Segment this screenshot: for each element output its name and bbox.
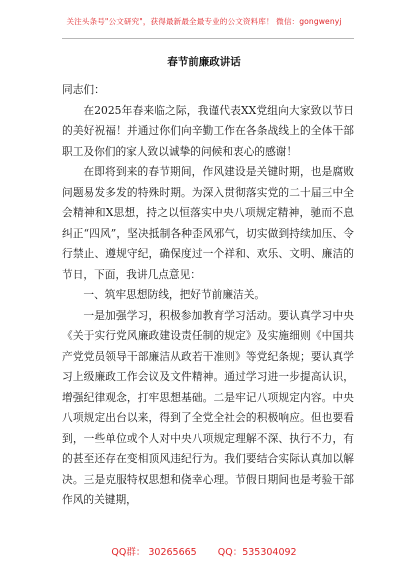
paragraph-1: 在2025年春来临之际，我谨代表XX党组向大家致以节日的美好祝福！并通过你们向辛勤工作在各条战线上的全体干部职工及你们的家人致以诚挚的问候和衷心的感谢！ <box>62 103 354 158</box>
header-divider <box>62 38 354 39</box>
footer-qq: QQ：535304092 <box>217 547 297 558</box>
section-heading-1: 一、筑牢思想防线，把好节前廉洁关。 <box>83 288 266 301</box>
footer-qq-group: QQ群： 30265665 <box>111 547 197 558</box>
footer-contact <box>0 544 408 558</box>
salutation: 同志们： <box>62 83 105 96</box>
header-promo-text: 关注头条号"公文研究"，获得最新最全最专业的公文资料库！ 微信：gongwenyj <box>66 17 342 26</box>
paragraph-2: 在即将到来的春节期间，作风建设是关键时期，也是腐败问题易发多发的特殊时期。为深入贯彻落实党的二十届三中全会精神和X思想，持之以恒落实中央八项规定精神，驰而不息纠正“四风”，坚决抵制各种歪风邪气，切实做到持续加压、令行禁止、遵规守纪，确保度过一个祥和、欢乐、文明、廉洁的节日，下面，我讲几点意见： <box>62 165 354 281</box>
document-title: 春节前廉政讲话 <box>167 56 241 68</box>
document-body <box>62 80 354 511</box>
paragraph-3: 一是加强学习，积极参加教育学习活动。要认真学习中央《关于实行党风廉政建设责任制的规定》及实施细则《中国共产党党员领导干部廉洁从政若干准则》等党纪条规；要认真学习上级廉政工作会议及文件精神。通过学习进一步提高认识，增强纪律观念，打牢思想基础。二是牢记八项规定内容。中央八项规定出台以来，得到了全党全社会的积极响应。但也要看到，一些单位或个人对中央八项规定理解不深、执行不力，有的甚至还存在变相顶风违纪行为。我们要结合实际认真加以解决。三是克服特权思想和侥幸心理。节假日期间也是考验干部作风的关键期， <box>62 308 354 506</box>
